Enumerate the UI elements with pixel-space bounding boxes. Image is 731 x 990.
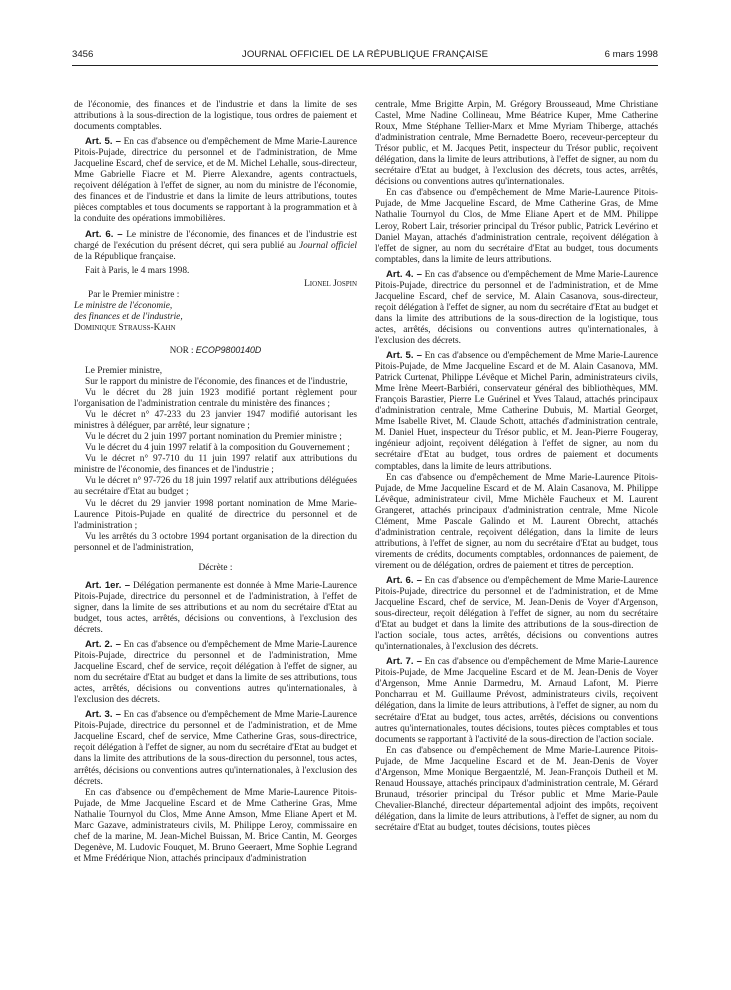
article-4: Art. 4. – En cas d'absence ou d'empêchement de Mme Marie-Laurence Pitois-Pujade, directrice du personnel et de l'administration, et de Mme Jacqueline Escard, chef de service, M. Alain Casanova, sous-directeur, reçoit délégation à l'effet de signer, au nom du secrétaire d'Etat au budget et dans la limite des attributions de la sous-direction de la logistique, tous actes, arrêtés, décisions ou conventions autres qu'internationales, à l'exclusion des décrets. [375,268,658,346]
article-3-paragraph-2: En cas d'absence ou d'empêchement de Mme Marie-Laurence Pitois-Pujade, de Mme Jacqueline Escard et de Mme Catherine Gras, Mme Nathalie Tournyol du Clos, Mme Anne Amson, Mme Eliane Apert et M. Marc Gazave, administrateurs civils, M. Philippe Leroy, commissaire en chef de la marine, M. Jean-Michel Buissan, M. Brice Cantin, M. Georges Degenève, M. Ludovic Fouquet, M. Bruno Geeraert, Mme Sophie Legrand et Mme Frédérique Nion, attachés principaux d'administration [74,787,357,864]
nor-code: ECOP9800140D [195,344,262,355]
article-2: Art. 2. – En cas d'absence ou d'empêchement de Mme Marie-Laurence Pitois-Pujade, directrice du personnel et de l'administration, Mme Jacqueline Escard, chef de service, reçoit délégation à l'effet de signer, au nom du secrétaire d'Etat au budget et dans la limite de ses attributions, tous actes, arrêtés, décisions ou conventions autres qu'internationales, à l'exclusion des décrets. [74,639,357,706]
par-le-premier-ministre: Par le Premier ministre : [88,289,180,300]
continued-paragraph: centrale, Mme Brigitte Arpin, M. Grégory Brousseaud, Mme Christiane Castel, Mme Nadine Collineau, Mme Béatrice Kuper, Mme Catherine Roux, Mme Stéphane Tellier-Marx et Mme Myriam Thiberge, attachés d'administration centrale, Mme Bernadette Boero, receveur-percepteur du Trésor public, et M. Jacques Petit, inspecteur du Trésor public, reçoivent délégation, dans la limite de leurs attributions, à l'effet de signer, au nom du secrétaire d'Etat au budget, à l'exclusion des décrets, tous actes, arrêtés, décisions ou conventions autres qu'internationales. [375,100,658,188]
visa: Vu le décret du 2 juin 1997 portant nomination du Premier ministre ; [85,432,342,443]
minister-title: Le ministre de l'économie, [74,300,173,311]
article-3: Art. 3. – En cas d'absence ou d'empêchement de Mme Marie-Laurence Pitois-Pujade, directrice du personnel et de l'administration, et de Mme Jacqueline Escard, chef de service, Mme Catherine Gras, sous-directrice, reçoit délégation à l'effet de signer, au nom du secrétaire d'Etat au budget et dans la limite des attributions de la sous-direction du personnel, tous actes, arrêtés, décisions ou conventions autres qu'internationales, à l'exclusion des décrets. [74,709,357,787]
visa-rapport: Sur le rapport du ministre de l'économie, des finances et de l'industrie, [85,376,348,387]
article-3-paragraph-3: En cas d'absence ou d'empêchement de Mme Marie-Laurence Pitois-Pujade, de Mme Jacqueline Escard, de Mme Catherine Gras, de Mme Nathalie Tournyol du Clos, de Mme Eliane Apert et de MM. Philippe Leroy, Robert Lair, trésorier principal du Trésor public, Patrick Levérino et Daniel Mayan, attachés d'administration centrale, reçoivent délégation à l'effet de signer, au nom du secrétaire d'Etat au budget, tous documents comptables, dans la limite de leurs attributions. [375,188,658,265]
article-label: Art. 5. – [85,136,121,148]
article-1: Art. 1er. – Délégation permanente est donnée à Mme Marie-Laurence Pitois-Pujade, directrice du personnel et de l'administration, à l'effet de signer, dans la limite de ses attributions et au nom du secrétaire d'Etat au budget, tous actes, arrêtés, décisions ou conventions, à l'exclusion des décrets. [74,579,357,635]
premier-ministre: Le Premier ministre, [85,365,163,376]
left-column [74,100,357,865]
visa: Vu les arrêtés du 3 octobre 1994 portant organisation de la direction du personnel et de l'administration, [74,531,357,553]
nor-reference: NOR : ECOP9800140D [169,344,262,355]
signatory-name: Lionel Jospin [304,278,357,289]
visa: Vu le décret du 4 juin 1997 relatif à la composition du Gouvernement ; [85,443,350,454]
article-5: Art. 5. – En cas d'absence ou d'empêchement de Mme Marie-Laurence Pitois-Pujade, de Mme Jacqueline Escard et de M. Alain Casanova, MM. Patrick Curtenat, Philippe Lévêque et Michel Parin, administrateurs civils, Mme Irène Meert-Barbiéri, conservateur général des bibliothèques, MM. François Barastier, Pierre Le Guérinel et Yves Talaud, attachés principaux d'administration centrale, Mme Catherine Dubuis, M. Martial Georget, Mme Isabelle Rivet, M. Claude Schott, attachés d'administration centrale, M. Daniel Huet, inspecteur du Trésor public, et M. Jean-Pierre Fougeray, ingénieur adjoint, reçoivent délégation à l'effet de signer, au nom du secrétaire d'Etat au budget, tous ordres de paiement et documents comptables, dans la limite de leurs attributions. [375,350,658,472]
article-6: Art. 6. – En cas d'absence ou d'empêchement de Mme Marie-Laurence Pitois-Pujade, directrice du personnel et de l'administration, et de Mme Jacqueline Escard, chef de service, M. Jean-Denis de Voyer d'Argenson, sous-directeur, reçoit délégation à l'effet de signer, au nom du secrétaire d'Etat au budget et dans la limite des attributions de la sous-direction de l'action sociale, tous actes, arrêtés, décisions ou conventions autres qu'internationales, à l'exclusion des décrets. [375,574,658,653]
page-number: 3456 [72,49,94,60]
article-label: Art. 1er. – [85,579,131,591]
article-label: Art. 6. – [386,574,422,586]
visa: Vu le décret n° 47-233 du 23 janvier 1947 modifié autorisant les ministres à déléguer, par arrêté, leur signature ; [74,410,357,432]
continued-paragraph: de l'économie, des finances et de l'industrie et dans la limite de ses attributions à la sous-direction de la logistique, tous ordres de paiement et documents comptables. [74,100,357,133]
article-label: Art. 7. – [386,656,422,668]
article-5-first-decree: Art. 5. – En cas d'absence ou d'empêchement de Mme Marie-Laurence Pitois-Pujade, directrice du personnel et de l'administration, de Mme Jacqueline Escard, chef de service, et de M. Michel Lehalle, sous-directeur, Mme Gabrielle Fiacre et M. Pierre Alexandre, agents contractuels, reçoivent délégation à l'effet de signer, au nom du ministre de l'économie, des finances et de l'industrie et dans la limite de leurs attributions, toutes pièces comptables et tous documents se rapportant à la programmation et à la conduite des opérations immobilières. [74,136,357,225]
visa: Vu le décret du 29 janvier 1998 portant nomination de Mme Marie-Laurence Pitois-Pujade en qualité de directrice du personnel et de l'administration ; [74,498,357,531]
article-label: Art. 5. – [386,350,422,362]
fait-a-paris: Fait à Paris, le 4 mars 1998. [85,265,190,276]
issue-date: 6 mars 1998 [604,49,658,60]
article-label: Art. 4. – [386,268,422,280]
journal-title: JOURNAL OFFICIEL DE LA RÉPUBLIQUE FRANÇAISE [241,49,489,60]
minister-name: Dominique Strauss-Kahn [74,322,176,333]
article-label: Art. 2. – [85,639,121,651]
visa: Vu le décret n° 97-710 du 11 juin 1997 relatif aux attributions du ministre de l'économie, des finances et de l'industrie ; [74,454,357,476]
visa: Vu le décret n° 97-726 du 18 juin 1997 relatif aux attributions déléguées au secrétaire d'Etat au budget ; [74,476,357,498]
article-7-paragraph-2: En cas d'absence ou d'empêchement de Mme Marie-Laurence Pitois-Pujade, de Mme Jacqueline Escard et de M. Jean-Denis de Voyer d'Argenson, Mme Monique Bergaentzlé, M. Jean-François Dutheil et M. Renaud Houssaye, attachés principaux d'administration centrale, M. Gérard Brunaud, trésorier principal du Trésor public et Mme Marie-Paule Chevalier-Blanché, directeur départemental adjoint des impôts, reçoivent délégation, dans la limite de leurs attributions, à l'effet de signer, au nom du secrétaire d'Etat au budget, toutes décisions, toutes pièces [375,745,658,833]
article-7: Art. 7. – En cas d'absence ou d'empêchement de Mme Marie-Laurence Pitois-Pujade, de Mme Jacqueline Escard et de M. Jean-Denis de Voyer d'Argenson, Mme Annie Darmedru, M. Arnaud Lafont, M. Pierre Poncharrau et M. Guillaume Prévost, administrateurs civils, reçoivent délégation, dans la limite de leurs attributions, à l'effet de signer, au nom du secrétaire d'Etat au budget, tous actes, arrêtés, décisions ou conventions autres qu'internationales, toutes décisions, toutes pièces comptables et tous documents se rapportant à l'activité de la sous-direction de l'action sociale. [375,656,658,745]
minister-title-2: des finances et de l'industrie, [74,311,183,322]
page-header [72,49,658,65]
right-column [375,100,658,834]
header-rule [72,65,658,66]
article-label: Art. 3. – [85,709,121,721]
article-label: Art. 6. – [85,228,123,240]
visa: Vu le décret du 28 juin 1923 modifié portant règlement pour l'organisation de l'administration centrale du ministère des finances ; [74,388,357,410]
article-6-first-decree: Art. 6. – Le ministre de l'économie, des finances et de l'industrie est chargé de l'exécution du présent décret, qui sera publié au Journal officiel de la République française. [74,228,357,262]
article-5-paragraph-2: En cas d'absence ou d'empêchement de Mme Marie-Laurence Pitois-Pujade, de Mme Jacqueline Escard et de M. Alain Casanova, M. Philippe Lévêque, administrateur civil, Mme Michèle Faucheux et M. Laurent Grangeret, attachés principaux d'administration centrale, Mme Nicole Clément, Mme Pascale Galindo et M. Laurent Obrecht, attachés d'administration centrale, reçoivent délégation, dans la limite de leurs attributions, à l'effet de signer, au nom du secrétaire d'Etat au budget, tous virements de crédits, documents comptables, ordonnances de paiement, de virement ou de délégation, ordres de paiement et titres de perception. [375,472,658,571]
decrete-heading: Décrète : [198,562,233,573]
